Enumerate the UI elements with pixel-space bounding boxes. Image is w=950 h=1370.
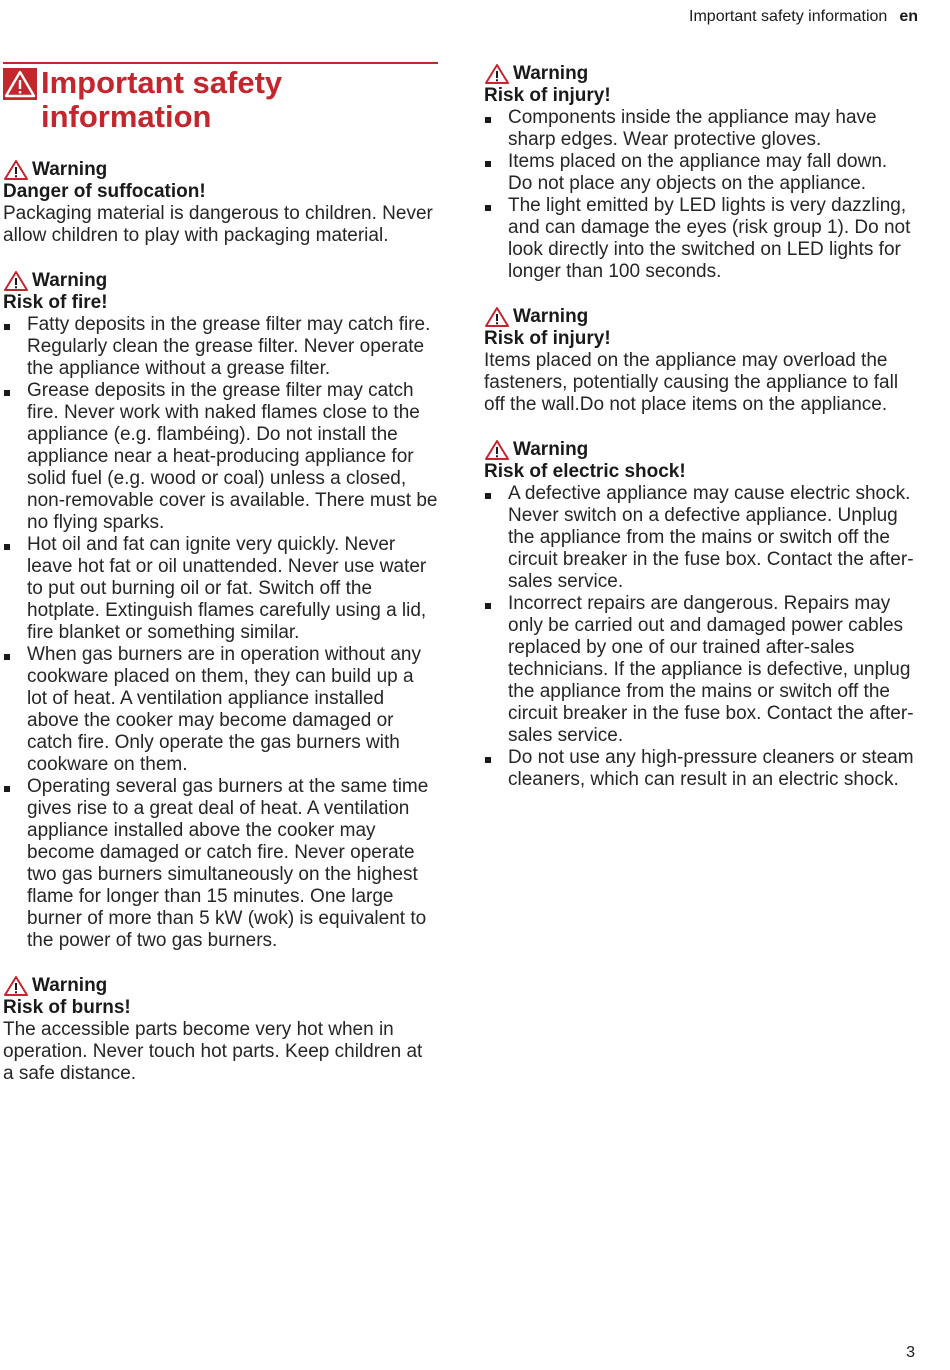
warning-triangle-icon <box>3 270 29 292</box>
list-item: Incorrect repairs are dangerous. Repairs may only be carried out and damaged power cables replaced by one of our trained after-sales technicians. If the appliance is defective, unplug the appliance from the mains or switch off the circuit breaker in the fuse box. Contact the after-sales service. <box>484 593 916 747</box>
warning-label-text: Warning <box>32 975 108 996</box>
warning-bullet-list <box>3 314 438 952</box>
warning-text: Packaging material is dangerous to children. Never allow children to play with packaging material. <box>3 203 433 246</box>
warning-label-text: Warning <box>32 159 108 180</box>
warning-block-suffocation <box>3 158 438 247</box>
header-language: en <box>899 8 918 25</box>
left-column <box>3 62 438 1107</box>
warning-label <box>484 62 916 85</box>
page-title: Important safety information <box>41 65 283 134</box>
warning-triangle-icon <box>3 159 29 181</box>
list-item: Items placed on the appliance may fall down. Do not place any objects on the appliance. <box>484 151 916 195</box>
warning-label <box>3 974 438 997</box>
list-item: Grease deposits in the grease filter may catch fire. Never work with naked flames close to the appliance (e.g. flambéing). Do not install the appliance near a heat-producing appliance for solid fuel (e.g. wood or coal) unless a closed, non-removable cover is available. There must be no flying sparks. <box>3 380 438 534</box>
risk-heading: Risk of injury! <box>484 328 611 349</box>
list-item: The light emitted by LED lights is very dazzling, and can damage the eyes (risk group 1). Do not look directly into the switched on LED lights for longer than 100 seconds. <box>484 195 916 283</box>
risk-heading: Risk of burns! <box>3 997 131 1018</box>
warning-label <box>3 269 438 292</box>
list-item: Components inside the appliance may have sharp edges. Wear protective gloves. <box>484 107 916 151</box>
risk-heading: Risk of injury! <box>484 85 611 106</box>
warning-triangle-icon <box>484 63 510 85</box>
warning-block-injury-overload <box>484 305 916 416</box>
warning-block-electric-shock <box>484 438 916 791</box>
warning-label-text: Warning <box>513 439 589 460</box>
warning-label <box>484 305 916 328</box>
warning-triangle-icon <box>3 975 29 997</box>
warning-bullet-list <box>484 107 916 283</box>
warning-label <box>3 158 438 181</box>
risk-heading: Danger of suffocation! <box>3 181 206 202</box>
warning-triangle-icon <box>484 439 510 461</box>
warning-label-text: Warning <box>513 63 589 84</box>
list-item: Fatty deposits in the grease filter may catch fire. Regularly clean the grease filter. Never operate the appliance without a grease filter. <box>3 314 438 380</box>
list-item: A defective appliance may cause electric shock. Never switch on a defective appliance. Unplug the appliance from the mains or switch off the circuit breaker in the fuse box. Contact the after-sales service. <box>484 483 916 593</box>
list-item: When gas burners are in operation without any cookware placed on them, they can build up a lot of heat. A ventilation appliance installed above the cooker may become damaged or catch fire. Only operate the gas burners with cookware on them. <box>3 644 438 776</box>
list-item: Operating several gas burners at the same time gives rise to a great deal of heat. A ventilation appliance installed above the cooker may become damaged or catch fire. Never operate two gas burners simultaneously on the highest flame for longer than 15 minutes. One large burner of more than 5 kW (wok) is equivalent to the power of two gas burners. <box>3 776 438 952</box>
warning-block-injury-components <box>484 62 916 283</box>
right-column <box>484 62 916 813</box>
warning-label-text: Warning <box>32 270 108 291</box>
section-title-block <box>3 62 438 134</box>
page-number: 3 <box>906 1344 915 1361</box>
list-item: Do not use any high-pressure cleaners or steam cleaners, which can result in an electric shock. <box>484 747 916 791</box>
risk-heading: Risk of fire! <box>3 292 108 313</box>
warning-text: The accessible parts become very hot when in operation. Never touch hot parts. Keep children at a safe distance. <box>3 1019 423 1084</box>
list-item: Hot oil and fat can ignite very quickly. Never leave hot fat or oil unattended. Never use water to put out burning oil or fat. Switch off the hotplate. Extinguish flames carefully using a lid, fire blanket or something similar. <box>3 534 438 644</box>
warning-text: Items placed on the appliance may overload the fasteners, potentially causing the appliance to fall off the wall.Do not place items on the appliance. <box>484 350 899 415</box>
warning-label <box>484 438 916 461</box>
warning-triangle-icon <box>3 68 37 100</box>
warning-label-text: Warning <box>513 306 589 327</box>
running-header <box>689 8 918 26</box>
warning-bullet-list <box>484 483 916 791</box>
warning-block-burns <box>3 974 438 1085</box>
header-title: Important safety information <box>689 8 888 25</box>
warning-triangle-icon <box>484 306 510 328</box>
warning-block-fire <box>3 269 438 952</box>
risk-heading: Risk of electric shock! <box>484 461 686 482</box>
